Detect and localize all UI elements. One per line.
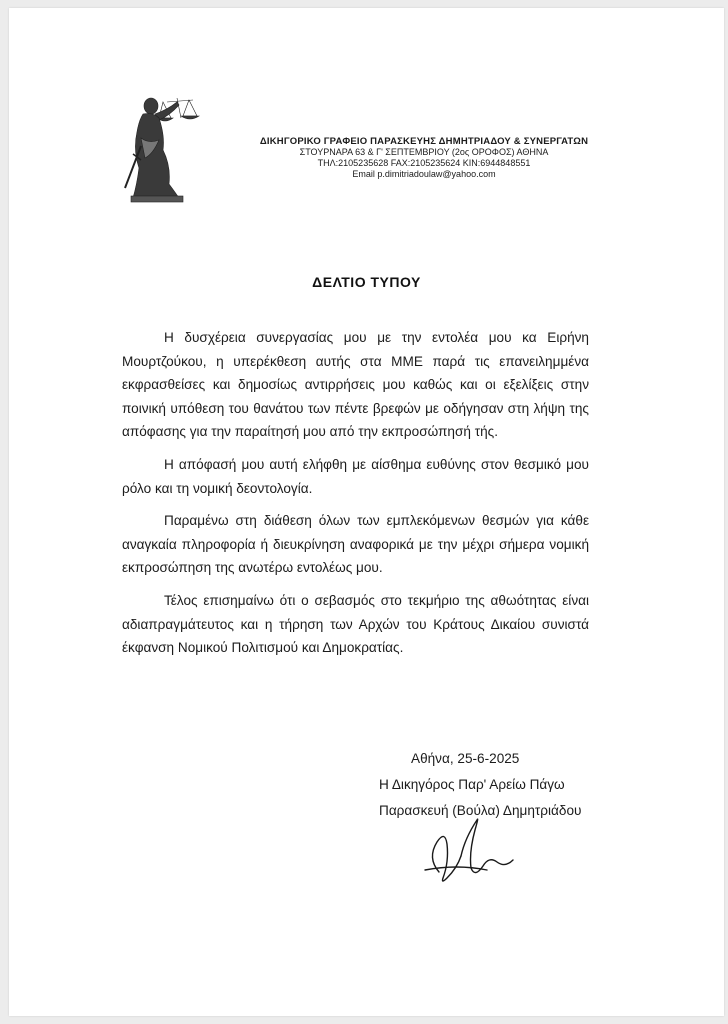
firm-name: ΔΙΚΗΓΟΡΙΚΟ ΓΡΑΦΕΙΟ ΠΑΡΑΣΚΕΥΗΣ ΔΗΜΗΤΡΙΑΔΟΥ & ΣΥΝΕΡΓΑΤΩΝ: [259, 136, 589, 147]
handwritten-signature-icon: [417, 808, 527, 888]
firm-phones: ΤΗΛ:2105235628 FAX:2105235624 ΚΙΝ:6944848551: [317, 158, 531, 168]
paragraph: Η δυσχέρεια συνεργασίας μου με την εντολέα μου κα Ειρήνη Μουρτζούκου, η υπερέκθεση αυτής στα ΜΜΕ παρά τις επανειλημμένα εκφρασθείσες και δημοσίως αντιρρήσεις μου καθώς και οι εξελίξεις στην ποινική υπόθεση του θανάτου των πέντε βρεφών με οδήγησαν στη λήψη της απόφασης για την παραίτησή μου από την εκπροσώπησή τής.: [122, 330, 589, 440]
signer-role: Η Δικηγόρος Παρ' Αρείω Πάγω: [379, 777, 565, 792]
paragraph: Η απόφασή μου αυτή ελήφθη με αίσθημα ευθύνης στον θεσμικό μου ρόλο και τη νομική δεοντολογία.: [122, 456, 589, 496]
firm-address: ΣΤΟΥΡΝΑΡΑ 63 & Γ' ΣΕΠΤΕΜΒΡΙΟΥ (2ος ΟΡΟΦΟΣ) ΑΘΗΝΑ: [299, 147, 549, 157]
document-body: [122, 326, 589, 669]
lady-justice-icon: [119, 88, 209, 206]
paragraph: Τέλος επισημαίνω ότι ο σεβασμός στο τεκμήριο της αθωότητας είναι αδιαπραγμάτευτος και η τήρηση των Αρχών του Κράτους Δικαίου συνιστά έκφανση Νομικού Πολιτισμού και Δημοκρατίας.: [122, 592, 589, 656]
paragraph: Παραμένω στη διάθεση όλων των εμπλεκόμενων θεσμών για κάθε αναγκαία πληροφορία ή διευκρίνηση αναφορικά με την μέχρι σήμερα νομική εκπροσώπηση της ανωτέρω εντολέως μου.: [122, 513, 589, 576]
signer-name: Παρασκευή (Βούλα) Δημητριάδου: [379, 803, 582, 818]
firm-email: Email p.dimitriadoulaw@yahoo.com: [352, 169, 496, 179]
place-date: Αθήνα, 25-6-2025: [411, 751, 520, 766]
document-title: ΔΕΛΤΙΟ ΤΥΠΟΥ: [312, 274, 421, 290]
letterhead: [259, 136, 589, 180]
document-page: [9, 8, 724, 1016]
